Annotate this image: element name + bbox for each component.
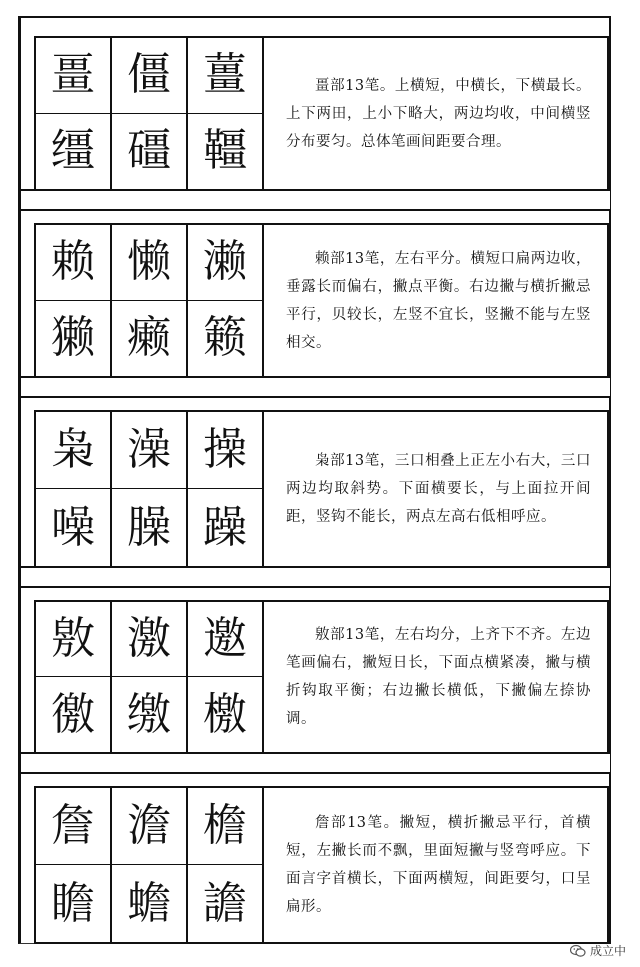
section-zhan — [34, 786, 609, 944]
character-cell: 譫 — [188, 865, 264, 942]
character-cell: 礓 — [112, 114, 188, 190]
character-cell: 激 — [112, 602, 188, 677]
character-cell: 噪 — [36, 489, 112, 566]
character-cell: 缴 — [112, 677, 188, 752]
character-cell: 籁 — [188, 301, 264, 377]
character-cell: 躁 — [188, 489, 264, 566]
character-cell: 赖 — [36, 225, 112, 301]
character-cell: 敫 — [36, 602, 112, 677]
character-cell: 缰 — [36, 114, 112, 190]
character-cell: 澡 — [112, 412, 188, 489]
character-cell: 濑 — [188, 225, 264, 301]
character-cell: 檐 — [188, 788, 264, 865]
character-cell: 檄 — [188, 677, 264, 752]
description-panel — [266, 602, 607, 752]
watermark-text: 成立中 — [589, 944, 626, 958]
character-cell: 懒 — [112, 225, 188, 301]
spacer-band — [21, 566, 610, 588]
spacer-band — [21, 189, 610, 211]
character-grid — [36, 412, 264, 566]
description-panel — [266, 788, 607, 942]
character-cell: 臊 — [112, 489, 188, 566]
character-cell: 澹 — [112, 788, 188, 865]
description-text: 枭部13笔，三口相叠上正左小右大，三口两边均取斜势。下面横要长，与上面拉开间距，竖钩不能长，两点左高右低相呼应。 — [286, 453, 591, 525]
section-jiang — [34, 36, 609, 191]
description-text: 敫部13笔，左右均分，上齐下不齐。左边笔画偏右，撇短日长，下面点横紧凑，撇与横折钩取平衡；右边撇长横低，下撇偏左捺协调。 — [286, 627, 591, 727]
character-grid — [36, 602, 264, 752]
character-cell: 邀 — [188, 602, 264, 677]
description-text: 詹部13笔。撇短，横折撇忌平行，首横短，左撇长而不飘，里面短撇与竖弯呼应。下面言字首横长，下面两横短，间距要匀，口呈扁形。 — [286, 815, 591, 915]
description-text: 畺部13笔。上横短，中横长，下横最长。上下两田，上小下略大，两边均收，中间横竖分布要匀。总体笔画间距要合理。 — [286, 77, 591, 150]
section-lai — [34, 223, 609, 378]
character-cell: 畺 — [36, 38, 112, 114]
character-cell: 詹 — [36, 788, 112, 865]
character-grid — [36, 225, 264, 376]
character-cell: 僵 — [112, 38, 188, 114]
description-panel — [266, 412, 607, 566]
character-cell: 操 — [188, 412, 264, 489]
page-frame-right-edge — [609, 16, 611, 944]
character-cell: 癞 — [112, 301, 188, 377]
section-xiao — [34, 410, 609, 568]
character-cell: 薑 — [188, 38, 264, 114]
section-jiao — [34, 600, 609, 754]
watermark — [570, 942, 626, 959]
character-cell: 徼 — [36, 677, 112, 752]
character-cell: 獭 — [36, 301, 112, 377]
character-grid — [36, 788, 264, 942]
description-text: 赖部13笔，左右平分。横短口扁两边收，垂露长而偏右，撇点平衡。右边撇与横折撇忌平行，贝较长，左竖不宜长，竖撇不能与左竖相交。 — [286, 250, 591, 351]
character-cell: 瞻 — [36, 865, 112, 942]
spacer-band — [21, 752, 610, 774]
character-cell: 韁 — [188, 114, 264, 190]
character-cell: 枭 — [36, 412, 112, 489]
description-panel — [266, 38, 607, 189]
character-grid — [36, 38, 264, 189]
wechat-icon — [570, 944, 586, 958]
spacer-band — [21, 376, 610, 398]
description-panel — [266, 225, 607, 376]
character-cell: 蟾 — [112, 865, 188, 942]
